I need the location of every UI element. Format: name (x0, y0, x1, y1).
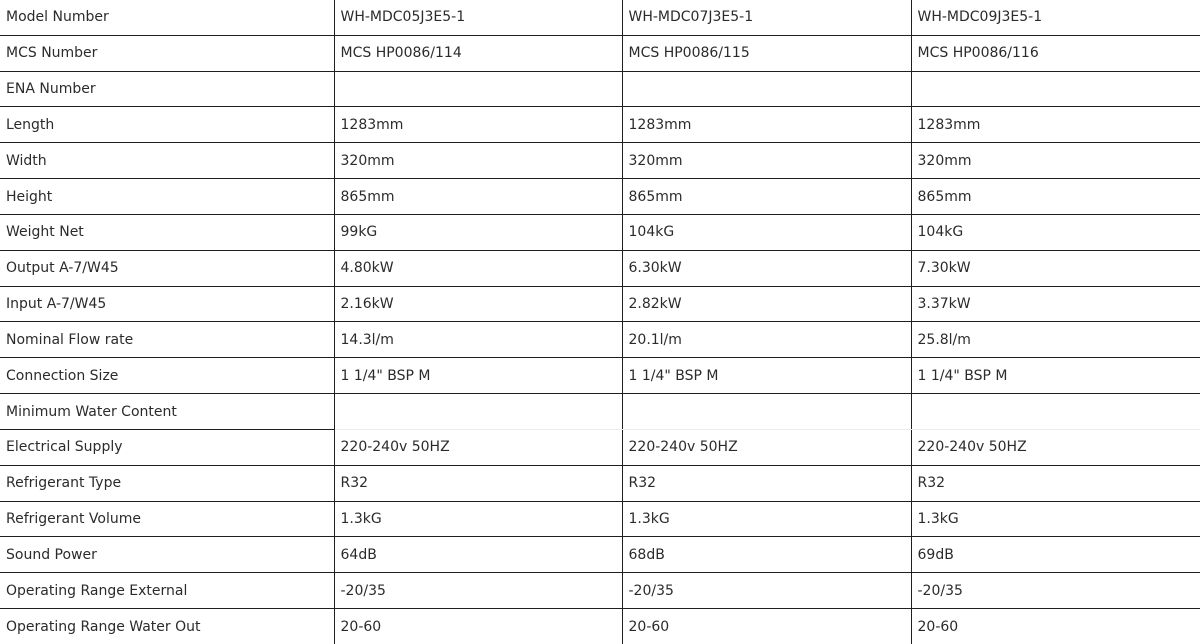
cell-model-1: 1283mm (334, 107, 622, 143)
cell-model-2: 320mm (622, 143, 911, 179)
cell-model-1: 320mm (334, 143, 622, 179)
cell-model-1: 20-60 (334, 609, 622, 644)
table-row (0, 501, 1200, 537)
cell-model-1: 14.3l/m (334, 322, 622, 358)
cell-model-2: 68dB (622, 537, 911, 573)
row-label: Length (0, 107, 334, 143)
row-label: Refrigerant Volume (0, 501, 334, 537)
cell-model-2 (622, 71, 911, 107)
cell-model-3: 1.3kG (911, 501, 1200, 537)
cell-model-1: WH-MDC05J3E5-1 (334, 0, 622, 35)
row-label: Width (0, 143, 334, 179)
row-label: Model Number (0, 0, 334, 35)
row-label: Operating Range External (0, 573, 334, 609)
cell-model-3: 20-60 (911, 609, 1200, 644)
cell-model-2: 1.3kG (622, 501, 911, 537)
cell-model-1: 1 1/4" BSP M (334, 358, 622, 394)
cell-model-3: MCS HP0086/116 (911, 35, 1200, 71)
cell-model-3: 7.30kW (911, 250, 1200, 286)
row-label: Electrical Supply (0, 429, 334, 465)
cell-model-1: 865mm (334, 179, 622, 215)
cell-model-1: R32 (334, 465, 622, 501)
table-row (0, 0, 1200, 35)
table-row (0, 322, 1200, 358)
table-row (0, 179, 1200, 215)
cell-model-2: 20-60 (622, 609, 911, 644)
cell-model-3: -20/35 (911, 573, 1200, 609)
row-label: Sound Power (0, 537, 334, 573)
row-label: Refrigerant Type (0, 465, 334, 501)
cell-model-2: 2.82kW (622, 286, 911, 322)
row-label: Operating Range Water Out (0, 609, 334, 644)
row-label: Height (0, 179, 334, 215)
table-row (0, 107, 1200, 143)
row-label: Weight Net (0, 214, 334, 250)
table-row (0, 358, 1200, 394)
cell-model-2: 6.30kW (622, 250, 911, 286)
cell-model-2: 865mm (622, 179, 911, 215)
cell-model-1: 4.80kW (334, 250, 622, 286)
cell-model-1: -20/35 (334, 573, 622, 609)
cell-model-2: 20.1l/m (622, 322, 911, 358)
table-row (0, 250, 1200, 286)
cell-model-3: 3.37kW (911, 286, 1200, 322)
cell-model-3: 1 1/4" BSP M (911, 358, 1200, 394)
table-row (0, 465, 1200, 501)
cell-model-2: 1 1/4" BSP M (622, 358, 911, 394)
row-label: Input A-7/W45 (0, 286, 334, 322)
cell-model-3: R32 (911, 465, 1200, 501)
row-label: Minimum Water Content (0, 394, 334, 430)
cell-model-1: 220-240v 50HZ (334, 429, 622, 465)
cell-model-1 (334, 394, 622, 430)
table-row (0, 573, 1200, 609)
cell-model-2: 220-240v 50HZ (622, 429, 911, 465)
cell-model-2: MCS HP0086/115 (622, 35, 911, 71)
row-label: ENA Number (0, 71, 334, 107)
cell-model-2: -20/35 (622, 573, 911, 609)
table-row (0, 71, 1200, 107)
row-label: MCS Number (0, 35, 334, 71)
cell-model-3: 104kG (911, 214, 1200, 250)
cell-model-1: MCS HP0086/114 (334, 35, 622, 71)
table-row (0, 143, 1200, 179)
table-row (0, 214, 1200, 250)
cell-model-3 (911, 71, 1200, 107)
cell-model-3: 69dB (911, 537, 1200, 573)
cell-model-2: 1283mm (622, 107, 911, 143)
cell-model-3: 865mm (911, 179, 1200, 215)
cell-model-2: WH-MDC07J3E5-1 (622, 0, 911, 35)
cell-model-1 (334, 71, 622, 107)
cell-model-3 (911, 394, 1200, 430)
cell-model-2 (622, 394, 911, 430)
row-label: Output A-7/W45 (0, 250, 334, 286)
table-row (0, 429, 1200, 465)
table-row (0, 286, 1200, 322)
table-row (0, 609, 1200, 644)
cell-model-2: 104kG (622, 214, 911, 250)
cell-model-3: 320mm (911, 143, 1200, 179)
cell-model-1: 1.3kG (334, 501, 622, 537)
cell-model-1: 2.16kW (334, 286, 622, 322)
cell-model-3: 25.8l/m (911, 322, 1200, 358)
row-label: Nominal Flow rate (0, 322, 334, 358)
table-row (0, 537, 1200, 573)
cell-model-3: WH-MDC09J3E5-1 (911, 0, 1200, 35)
table-row (0, 35, 1200, 71)
cell-model-3: 1283mm (911, 107, 1200, 143)
cell-model-1: 64dB (334, 537, 622, 573)
cell-model-3: 220-240v 50HZ (911, 429, 1200, 465)
cell-model-2: R32 (622, 465, 911, 501)
cell-model-1: 99kG (334, 214, 622, 250)
table-row (0, 394, 1200, 430)
row-label: Connection Size (0, 358, 334, 394)
